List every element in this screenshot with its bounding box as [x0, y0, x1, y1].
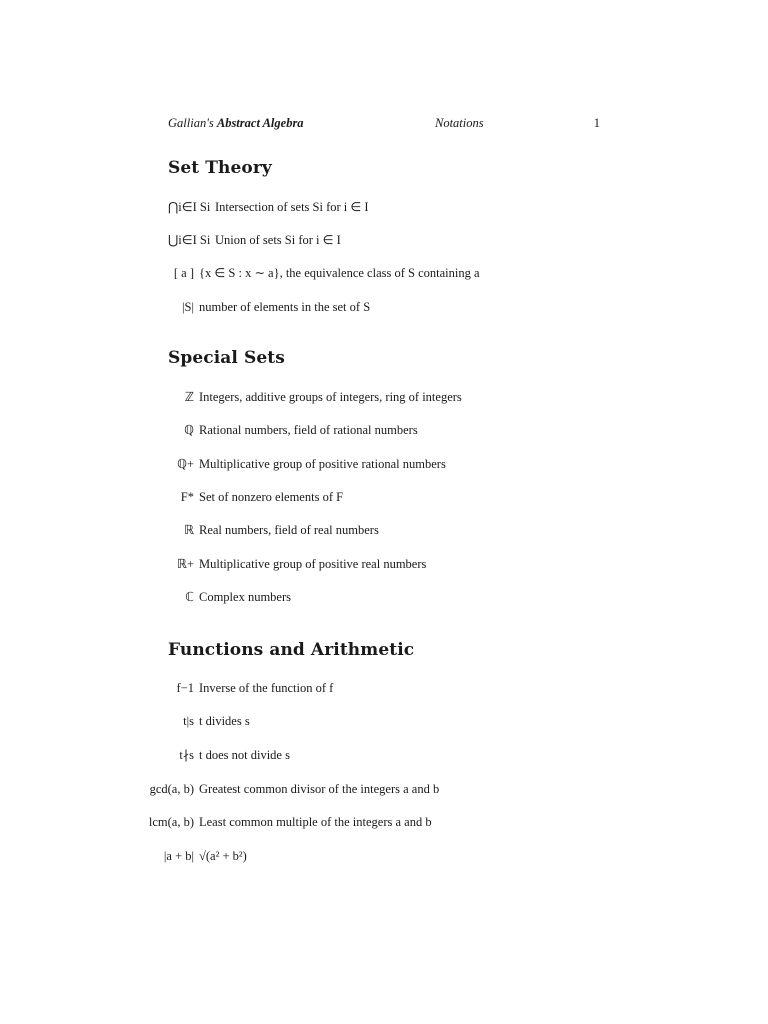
notation-description: √(a² + b²) [199, 849, 247, 863]
notation-symbol: |a + b| [163, 849, 194, 863]
notation-description: Least common multiple of the integers a and b [199, 815, 432, 829]
notation-description: Set of nonzero elements of F [199, 490, 344, 504]
notation-row [0, 298, 768, 316]
notation-row [0, 780, 768, 798]
notation-description: Multiplicative group of positive rational numbers [199, 457, 446, 471]
notation-row [0, 264, 768, 282]
notation-description: Complex numbers [199, 590, 292, 604]
notation-row [0, 712, 768, 730]
notation-description: Greatest common divisor of the integers a and b [199, 782, 440, 796]
section-title-functions-arithmetic: Functions and Arithmetic [168, 640, 415, 660]
notation-row [0, 555, 768, 573]
notation-row [0, 521, 768, 539]
notation-description: t does not divide s [199, 748, 290, 762]
notation-symbol: ℝ+ [177, 557, 194, 571]
notation-description: number of elements in the set of S [199, 300, 371, 314]
notation-row [0, 813, 768, 831]
notation-symbol: lcm(a, b) [148, 815, 194, 829]
notation-symbol: ℚ [184, 423, 194, 437]
page-number: 1 [593, 116, 600, 130]
notation-row [0, 746, 768, 764]
notation-row [0, 388, 768, 406]
notation-row [0, 421, 768, 439]
notation-symbol: |S| [182, 300, 194, 314]
notation-row [0, 588, 768, 606]
notation-description: Intersection of sets Si for i ∈ I [215, 200, 369, 214]
notation-description: {x ∈ S : x ∼ a}, the equivalence class of S containing a [199, 266, 480, 280]
header-section: Notations [435, 116, 484, 130]
notation-symbol: f−1 [176, 681, 194, 695]
notation-symbol: ⋂i∈I Si [168, 200, 211, 214]
notation-symbol: gcd(a, b) [149, 782, 194, 796]
notation-description: t divides s [199, 714, 250, 728]
notation-row [0, 679, 768, 697]
notation-description: Inverse of the function of f [199, 681, 334, 695]
notation-symbol: [ a ] [173, 266, 194, 280]
notation-description: Integers, additive groups of integers, ring of integers [199, 390, 462, 404]
notation-symbol: ℝ [184, 523, 194, 537]
notation-symbol: ℚ+ [177, 457, 194, 471]
notation-symbol: ℤ [184, 390, 194, 404]
section-title-set-theory: Set Theory [168, 158, 272, 178]
notation-symbol: ℂ [185, 590, 194, 604]
section-title-special-sets: Special Sets [168, 348, 285, 368]
header-author: Gallian's [168, 116, 214, 130]
notation-symbol: F* [180, 490, 194, 504]
notation-description: Multiplicative group of positive real numbers [199, 557, 427, 571]
header-book: Abstract Algebra [216, 116, 304, 130]
header-title [168, 116, 304, 131]
notation-row [0, 455, 768, 473]
notation-row [0, 198, 768, 216]
notation-symbol: ⋃i∈I Si [168, 233, 211, 247]
notation-description: Real numbers, field of real numbers [199, 523, 379, 537]
notation-row [0, 231, 768, 249]
notation-description: Union of sets Si for i ∈ I [215, 233, 341, 247]
notation-symbol: t|s [183, 714, 194, 728]
notation-description: Rational numbers, field of rational numbers [199, 423, 418, 437]
notation-row [0, 488, 768, 506]
running-header [168, 116, 600, 134]
notation-symbol: t∤s [179, 748, 194, 762]
notation-row [0, 847, 768, 865]
